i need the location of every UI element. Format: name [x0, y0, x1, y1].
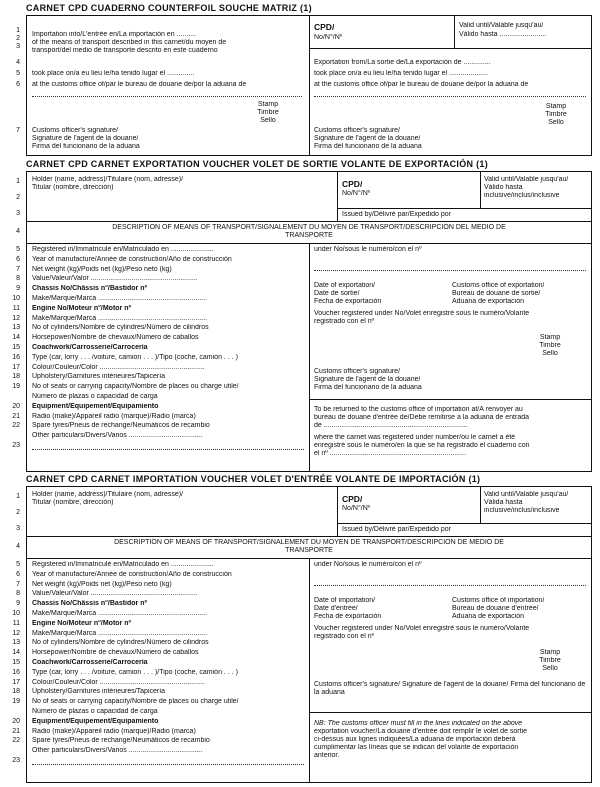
export-row-number: 19: [12, 383, 20, 391]
export-voucher-registered: Voucher registered under No/Volet enregistré sous le numéro/Volante: [314, 310, 530, 317]
export-row-number: 14: [12, 334, 20, 342]
export-date-label: Date of exportation/: [314, 282, 376, 289]
export-row-label: Make/Marque/Marca ........................................................: [32, 295, 208, 302]
export-row-number: 8: [16, 275, 20, 283]
import-row-number: 15: [12, 659, 20, 666]
export-row-label: Equipment/Équipement/Equipamiento: [32, 402, 159, 410]
export-row-label: Year of manufacture/Année de construction/Año de construcción: [32, 255, 232, 263]
export-return-text: To be returned to the customs office of importation at/À renvoyer au: [314, 406, 523, 413]
import-row-number: 11: [12, 619, 20, 627]
import-voucher-registered: Voucher registered under No/Volet enregistré sous le numéro/Volante: [314, 625, 530, 632]
import-row-label: Make/Marque/Marca ........................................................: [32, 629, 208, 637]
export-row-number: 18: [12, 373, 20, 381]
counterfoil-header: CARNET CPD CUADERNO COUNTERFOIL SOUCHE MATRIZ (1): [26, 3, 312, 13]
export-row-label: No of cylinders/Nombre de cylindres/Número de cilindros: [32, 324, 209, 332]
export-row-number: 22: [12, 422, 20, 430]
export-under-no: under No/sous le numéro/con el nº: [314, 246, 422, 253]
signature-right: Customs officer's signature/: [314, 127, 401, 134]
import-valid-until: Valid until/Valable jusqu'au/: [484, 491, 569, 498]
import-row-blank-line: [32, 764, 304, 765]
import-row-number: 21: [12, 727, 20, 735]
export-row-number: 20: [12, 402, 20, 410]
export-row-label: Make/Marque/Marca ........................................................: [32, 314, 208, 322]
export-row-number: 11: [12, 304, 20, 312]
import-row-label: Make/Marque/Marca ........................................................: [32, 610, 208, 617]
export-stamp: Stamp: [539, 334, 561, 341]
import-issued-by: Issued by/Délivré par/Expedido por: [342, 526, 451, 533]
export-cpd-label: CPD/: [342, 180, 363, 188]
export-valid-until: Valid until/Valable jusqu'au/: [484, 176, 569, 183]
import-row-label: Value/Valeur/Valor .......................................................: [32, 590, 198, 598]
import-row-number: 19: [12, 698, 20, 706]
export-row-number: 23: [12, 442, 20, 449]
import-row-label: Net weight (kg)/Poids net (kg)/Peso neto (kg): [32, 580, 172, 588]
export-row-label: Horsepower/Nombre de chevaux/Número de caballos: [32, 334, 199, 342]
import-row-number: 23: [12, 757, 20, 764]
export-customs-office: Customs office of exportation/: [452, 282, 545, 289]
import-row-label: Número de plazas o capacidad de carga: [32, 708, 158, 715]
import-row-label: Horsepower/Nombre de chevaux/Número de caballos: [32, 649, 199, 657]
import-row-label: Type (car, lorry . . . /voiture, camion . . . )/Tipo (coche, camión . . . ): [32, 668, 238, 676]
importation-line-2: of the means of transport described in this carnet/du moyen de: [32, 39, 227, 46]
cpd-label: CPD/: [314, 23, 335, 31]
took-place-left: took place on/a eu lieu le/ha tenido lugar el ..............: [32, 70, 195, 77]
export-row-number: 7: [16, 265, 20, 273]
export-row-label: Radio (make)/Appareil radio (marque)/Radio (marca): [32, 412, 196, 420]
export-description-title: DESCRIPTION OF MEANS OF TRANSPORT/SIGNALEMENT DU MOYEN DE TRANSPORT/DESCRIPCIÓN DEL MEDIO DE: [112, 224, 506, 231]
import-row-label: Coachwork/Carrosserie/Carrocería: [32, 659, 148, 666]
export-row-label: Spare tyres/Pneus de rechange/Neumáticos de recambio: [32, 422, 210, 430]
import-row-label: Engine No/Moteur n°/Motor nº: [32, 619, 132, 627]
import-nb-text: NB: The customs officer must fill in the lines indicated on the above: [314, 720, 523, 727]
export-row-label: Coachwork/Carrosserie/Carrocería: [32, 344, 148, 351]
import-row-label: Radio (make)/Appareil radio (marque)/Radio (marca): [32, 727, 196, 735]
export-row-number: 17: [12, 363, 20, 371]
signature-left: Customs officer's signature/: [32, 127, 119, 134]
import-under-no: under No/sous le numéro/con el nº: [314, 561, 422, 568]
exportation-from: Exportation from/La sortie de/La exportación de ..............: [314, 59, 491, 66]
import-customs-office: Customs office of importation/: [452, 597, 545, 604]
importation-line-1: Importation into/L'entrée en/La importación en ..........: [32, 31, 196, 38]
import-row-label: Colour/Couleur/Color ......................................................: [32, 678, 205, 686]
export-row-label: Net weight (kg)/Poids net (kg)/Peso neto (kg): [32, 265, 172, 273]
stamp-right: Stamp: [545, 103, 567, 110]
import-row-number: 8: [16, 590, 20, 598]
import-row-number: 20: [12, 717, 20, 725]
cpd-carnet-form: CARNET CPD CUADERNO COUNTERFOIL SOUCHE MATRIZ (1) 1 2 3 4 5 6 7 Importation into/L'entrée en/La importación en .......... of the means of transport described in this carnet/du moyen de transport/del medio de transporte descrito en este cuaderno took place on/a eu lieu le/ha tenido lugar el .............. at the customs office of/par le bureau de douane de/por la aduana de Stamp Timbre Sello Customs officer's signature/ Signature de l'agent de la douane/ Firma del funcionario de la aduana CPD/ No/N°/Nº Valid until/Valable jusqu'au/ Válido hasta ........................ Exportation from/La sortie de/La exportación de .............. took place on/a eu lieu le/ha tenido lugar el .................... at the customs office of/par le bureau de douane de/por la aduana de Stamp Timbre Sello Customs officer's signature/ Signature de l'agent de la douane/ Firma del funcionario de la aduana CARNET CPD CARNET EXPORTATION VOUCHER VOLET DE SORTIE VOLANTE DE EXPORTACIÓN (1) 1 2 3 4 Holder (name, address)/Titulaire (nom, adresse)/ Titular (nombre, dirección) CPD/ No/N°/Nº Valid until/Valable jusqu'au/ Válido hasta inclusive/inclus/inclusive Issued by/Délivré par/Expedido por DESCRIPTION OF MEANS OF TRANSPORT/SIGNALEMENT DU MOYEN DE TRANSPORT/DESCRIPCIÓN DEL MEDIO DE TRANSPORTE under No/sous le numéro/con el nº Date of exportation/ Date de sortie/ Fecha de exportación Customs office of exportation/ Bureau de douane de sortie/ Aduana de exportación Voucher registered under No/Volet enregistré sous le numéro/Volante registrado con el nº Stamp Timbre Sello Customs officer's signature/ Signature de l'agent de la douane/ Firma del funcionario de la aduana To be returned to the customs office of importation at/À renvoyer au bureau de douane d'entrée de/Debe remitirse a la aduana de entrada de .......................................................................... where the carnet was registered under number/où le carnet a été enregistré sous le numéro/en la que se ha registrado el cuaderno con el nº ...................................................................... CARNET CPD CARNET IMPORTATION VOUCHER VOLET D'ENTRÉE VOLANTE DE IMPORTACIÓN (1) 1 2 3 4 Holder (name, address)/Titulaire (nom, adresse)/ Titular (nombre, dirección) CPD/ No/N°/Nº Valid until/Valable jusqu'au/ Válida hasta inclusive/inclus/inclusive Issued by/Délivré par/Expedido por DESCRIPTION OF MEANS OF TRANSPORT/SIGNALEMENT DU MOYEN DE TRANSPORT/DESCRIPCIÓN DE MEDIO DE TRANSPORTE under No/sous le numéro/con el nº Date of importation/ Date d'entrée/ Fecha de exportación Customs office of importation/ Bureau de douane d'entrée/ Aduana de exportación Voucher registered under No/Volet enregistré sous le numéro/Volante registrado con el nº Stamp Timbre Sello Customs officer's signature/ Signature de l'agent de la douane/ Firma del funcionario de la aduana NB: The customs officer must fill in the lines indicated on the above exportation voucher/La douane d'entrée doit remplir le volet de sortie ci-dessus aux lignes indiquées/La aduana de importación deberá cumplimentar las líneas que se indican del volante de exportación anterior. 5 Registered in/Immatriculé en/Matriculado en ...................... 6 Year of manufacture/Année de construction/Año de construcción 7 Net weight (kg)/Poids net (kg)/Peso neto (kg) 8 Value/Valeur/Valor ....................................................... 9 Chassis No/Châssis n°/Bastidor nº 10 Make/Marque/Marca ........................................................ 11 Engine No/Moteur n°/Motor nº 12 Make/Marque/Marca ........................................................ 13 No of cylinders/Nombre de cylindres/Número de cilindros 14 Horsepower/Nombre de chevaux/Número de caballos 15 Coachwork/Carrosserie/Carrocería 16 Type (car, lorry . . . /voiture, camion . . . )/Tipo (coche, camión . . . ) 17 Colour/Couleur/Color ...................................................... 18 Upholstery/Garnitures intérieures/Tapicería 19 No of seats or carrying capacity/Nombre de places ou charge utile/ Número de plazas o capacidad de carga 20 Equipment/Équipement/Equipamiento 21 Radio (make)/Appareil radio (marque)/Radio (marca) 22 Spare tyres/Pneus de rechange/Neumáticos de recambio Other particulars/Divers/Varios ...................................... 23 5 Registered in/Immatriculé en/Matriculado en ...................... 6 Year of manufacture/Année de construction/Año de construcción 7 Net weight (kg)/Poids net (kg)/Peso neto (kg) 8 Value/Valeur/Valor ....................................................... 9 Chassis No/Châssis n°/Bastidor nº 10 Make/Marque/Marca ........................................................ 11 Engine No/Moteur n°/Motor nº 12 Make/Marque/Marca ........................................................ 13 No of cylinders/Nombre de cylindres/Número de cilindros 14 Horsepower/Nombre de chevaux/Número de caballos 15 Coachwork/Carrosserie/Carrocería 16 Type (car, lorry . . . /voiture, camion . . . )/Tipo (coche, camión . . . ) 17 Colour/Couleur/Color ...................................................... 18 Upholstery/Garnitures intérieures/Tapicería 19 No of seats or carrying capacity/Nombre de places ou charge utile/ Número de plazas o capacidad de carga 20 Equipment/Équipement/Equipamiento 21 Radio (make)/Appareil radio (marque)/Radio (marca) 22 Spare tyres/Pneus de rechange/Neumáticos de recambio Other particulars/Divers/Varios ...................................... 23: [0, 0, 600, 787]
export-row-label: Type (car, lorry . . . /voiture, camion . . . )/Tipo (coche, camión . . . ): [32, 353, 238, 361]
import-row-label: Chassis No/Châssis n°/Bastidor nº: [32, 600, 148, 608]
import-row-number: 18: [12, 688, 20, 696]
export-row-label: Colour/Couleur/Color ......................................................: [32, 363, 205, 371]
export-row-label: No of seats or carrying capacity/Nombre de places ou charge utile/: [32, 383, 239, 391]
export-signature: Customs officer's signature/: [314, 368, 401, 375]
export-row-label: Value/Valeur/Valor .......................................................: [32, 275, 198, 283]
export-row-number: 12: [12, 314, 20, 322]
export-row-label: Chassis No/Châssis n°/Bastidor nº: [32, 285, 148, 293]
import-row-number: 6: [16, 570, 20, 578]
export-row-number: 10: [12, 295, 20, 302]
import-row-label: Equipment/Équipement/Equipamiento: [32, 717, 159, 725]
export-row-label: Registered in/Immatriculé en/Matriculado en ......................: [32, 246, 214, 253]
export-issued-by: Issued by/Délivré par/Expedido por: [342, 211, 451, 218]
import-row-number: 16: [12, 668, 20, 676]
export-row-label: Other particulars/Divers/Varios ......................................: [32, 432, 203, 440]
customs-office-left: at the customs office of/par le bureau de douane de/por la aduana de: [32, 81, 247, 88]
export-row-number: 6: [16, 255, 20, 263]
export-row-number: 15: [12, 344, 20, 351]
import-row-number: 9: [16, 600, 20, 608]
import-date-label: Date of importation/: [314, 597, 376, 604]
export-row-blank-line: [32, 449, 304, 450]
import-header: CARNET CPD CARNET IMPORTATION VOUCHER VOLET D'ENTRÉE VOLANTE DE IMPORTACIÓN (1): [26, 474, 481, 484]
valid-until-label: Valid until/Valable jusqu'au/: [459, 22, 544, 29]
import-row-number: 5: [16, 561, 20, 568]
import-signature: Customs officer's signature/ Signature de l'agent de la douane/ Firma del funcionario de la aduana: [314, 681, 586, 696]
import-row-label: Year of manufacture/Année de construction/Año de construcción: [32, 570, 232, 578]
holder-label: Holder (name, address)/Titulaire (nom, adresse)/: [32, 176, 184, 183]
import-row-number: 12: [12, 629, 20, 637]
export-row-number: 21: [12, 412, 20, 420]
import-row-label: No of cylinders/Nombre de cylindres/Número de cilindros: [32, 639, 209, 647]
import-stamp: Stamp: [539, 649, 561, 656]
import-row-label: Registered in/Immatriculé en/Matriculado en ......................: [32, 561, 214, 568]
import-row-label: Spare tyres/Pneus de rechange/Neumáticos de recambio: [32, 737, 210, 745]
import-row-label: Other particulars/Divers/Varios ......................................: [32, 747, 203, 755]
import-description-title: DESCRIPTION OF MEANS OF TRANSPORT/SIGNALEMENT DU MOYEN DE TRANSPORT/DESCRIPCIÓN DE MEDIO DE: [114, 539, 504, 546]
export-row-number: 9: [16, 285, 20, 293]
customs-office-right: at the customs office of/par le bureau de douane de/por la aduana de: [314, 81, 529, 88]
import-row-number: 22: [12, 737, 20, 745]
import-row-number: 10: [12, 610, 20, 617]
importation-line-3: transport/del medio de transporte descrito en este cuaderno: [32, 47, 218, 54]
import-row-label: No of seats or carrying capacity/Nombre de places ou charge utile/: [32, 698, 239, 706]
cpd-number-label: No/N°/Nº: [314, 34, 343, 41]
import-cpd-label: CPD/: [342, 495, 363, 503]
stamp-left: Stamp: [257, 101, 279, 108]
export-row-number: 5: [16, 246, 20, 253]
import-row-number: 7: [16, 580, 20, 588]
export-row-label: Upholstery/Garnitures intérieures/Tapicería: [32, 373, 166, 381]
export-row-label: Engine No/Moteur n°/Motor nº: [32, 304, 132, 312]
took-place-right: took place on/a eu lieu le/ha tenido lugar el ....................: [314, 70, 488, 77]
import-row-number: 17: [12, 678, 20, 686]
export-header: CARNET CPD CARNET EXPORTATION VOUCHER VOLET DE SORTIE VOLANTE DE EXPORTACIÓN (1): [26, 159, 489, 169]
import-row-number: 14: [12, 649, 20, 657]
export-row-number: 16: [12, 353, 20, 361]
export-row-number: 13: [12, 324, 20, 332]
import-row-label: Upholstery/Garnitures intérieures/Tapicería: [32, 688, 166, 696]
export-row-label: Número de plazas o capacidad de carga: [32, 393, 158, 400]
import-row-number: 13: [12, 639, 20, 647]
import-holder-label: Holder (name, address)/Titulaire (nom, adresse)/: [32, 491, 184, 498]
